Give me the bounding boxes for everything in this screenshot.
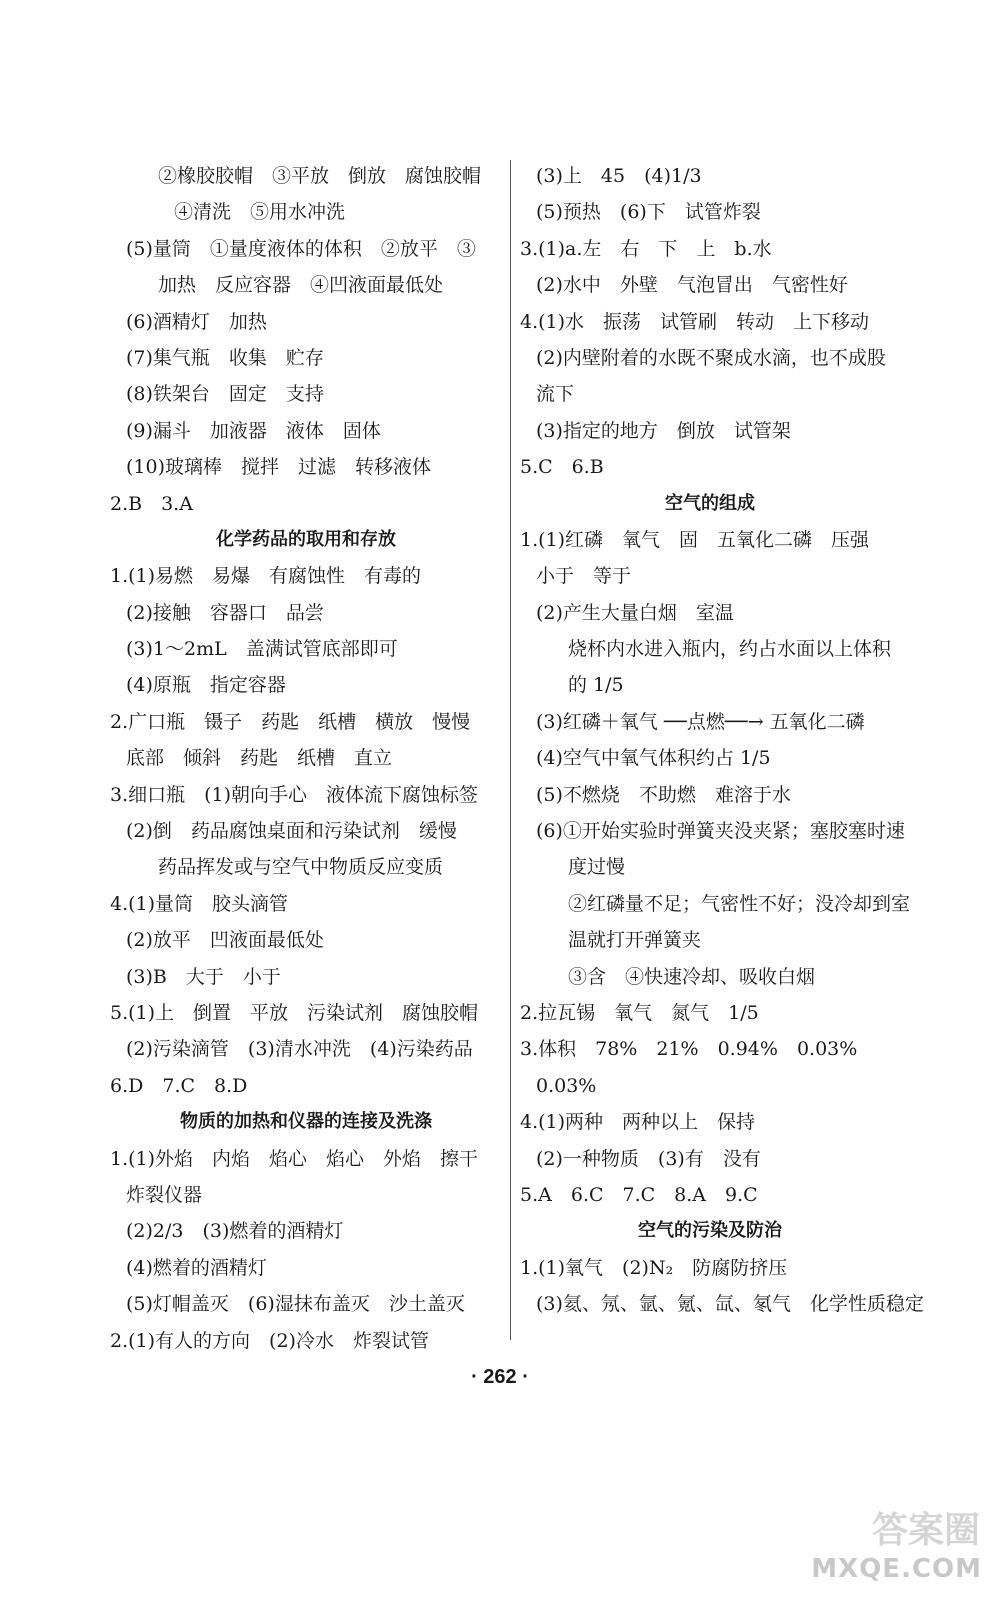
answer-line: 底部 倾斜 药匙 纸槽 直立 <box>126 747 393 770</box>
answer-line: (2)内壁附着的水既不聚成水滴，也不成股 <box>536 346 886 369</box>
answer-line: (2)接触 容器口 品尝 <box>126 601 324 624</box>
answer-line: 6.D 7.C 8.D <box>110 1074 248 1097</box>
answer-line: (3)上 45 (4)1/3 <box>536 165 702 187</box>
answer-line: (10)玻璃棒 搅拌 过滤 转移液体 <box>126 456 432 479</box>
answer-line: 5.A 6.C 7.C 8.A 9.C <box>520 1183 758 1206</box>
answer-line: ②橡胶胶帽 ③平放 倒放 腐蚀胶帽 <box>158 165 482 187</box>
answer-line: 5.C 6.B <box>520 456 604 479</box>
left-column <box>110 158 502 1359</box>
answer-line: 炸裂仪器 <box>126 1183 203 1206</box>
answer-line: 2.拉瓦锡 氧气 氮气 1/5 <box>520 1001 759 1024</box>
answer-line: (2)污染滴管 (3)清水冲洗 (4)污染药品 <box>126 1038 473 1061</box>
answer-line: ③含 ④快速冷却、吸收白烟 <box>568 965 816 988</box>
answer-line: ②红磷量不足；气密性不好；没冷却到室 <box>568 892 911 915</box>
answer-line: 度过慢 <box>568 856 626 879</box>
answer-line: 2.(1)有人的方向 (2)冷水 炸裂试管 <box>110 1329 429 1352</box>
answer-line: 4.(1)水 振荡 试管刷 转动 上下移动 <box>520 310 870 333</box>
answer-line: (5)灯帽盖灭 (6)湿抹布盖灭 沙土盖灭 <box>126 1293 465 1316</box>
answer-line: (6)酒精灯 加热 <box>126 310 267 333</box>
column-divider <box>510 160 511 1340</box>
answer-line: (3)红磷＋氧气 ──点燃──→ 五氧化二磷 <box>536 710 865 733</box>
answer-line: (8)铁架台 固定 支持 <box>126 383 324 406</box>
answer-line: 小于 等于 <box>536 565 632 588</box>
answer-line: (2)产生大量白烟 室温 <box>536 601 734 624</box>
answer-line: 4.(1)量筒 胶头滴管 <box>110 892 289 915</box>
answer-line: 3.细口瓶 (1)朝向手心 液体流下腐蚀标签 <box>110 783 479 806</box>
page-number: · 262 · <box>471 1366 529 1388</box>
answer-line: (4)空气中氧气体积约占 1/5 <box>536 747 771 770</box>
answer-line: (9)漏斗 加液器 液体 固体 <box>126 419 381 442</box>
answer-line: ④清洗 ⑤用水冲洗 <box>174 201 346 224</box>
answer-line: (2)2/3 (3)燃着的酒精灯 <box>126 1220 344 1243</box>
answer-line: (4)燃着的酒精灯 <box>126 1256 267 1279</box>
answer-line: 温就打开弹簧夹 <box>568 929 702 952</box>
answer-line: 加热 反应容器 ④凹液面最低处 <box>158 274 444 297</box>
answer-line: 1.(1)易燃 易爆 有腐蚀性 有毒的 <box>110 565 422 588</box>
answer-line: (3)氦、氖、氩、氪、氙、氡气 化学性质稳定 <box>536 1293 924 1316</box>
answer-line: (2)倒 药品腐蚀桌面和污染试剂 缓慢 <box>126 820 457 843</box>
answer-line: (3)1～2mL 盖满试管底部即可 <box>126 638 398 661</box>
section-heading: 空气的污染及防治 <box>638 1220 782 1242</box>
answer-line: 的 1/5 <box>568 674 624 697</box>
answer-line: (3)指定的地方 倒放 试管架 <box>536 419 791 442</box>
answer-line: 3.体积 78% 21% 0.94% 0.03% <box>520 1038 858 1061</box>
answer-line: (6)①开始实验时弹簧夹没夹紧；塞胶塞时速 <box>536 820 905 843</box>
answer-line: 3.(1)a.左 右 下 上 b.水 <box>520 237 772 260</box>
section-heading: 物质的加热和仪器的连接及洗涤 <box>180 1111 432 1133</box>
answer-line: 1.(1)外焰 内焰 焰心 焰心 外焰 擦干 <box>110 1147 479 1170</box>
watermark-text: MXQE.COM <box>811 1554 982 1584</box>
section-heading: 空气的组成 <box>665 492 755 514</box>
answer-line: (2)水中 外壁 气泡冒出 气密性好 <box>536 274 848 297</box>
answer-line: 2.广口瓶 镊子 药匙 纸槽 横放 慢慢 <box>110 710 471 733</box>
answer-line: 0.03% <box>536 1074 597 1097</box>
answer-line: 4.(1)两种 两种以上 保持 <box>520 1111 756 1134</box>
answer-line: (2)放平 凹液面最低处 <box>126 929 324 952</box>
watermark-mark: 答案圈 <box>871 1510 980 1551</box>
answer-line: 1.(1)红磷 氧气 固 五氧化二磷 压强 <box>520 528 870 551</box>
answer-line: (4)原瓶 指定容器 <box>126 674 286 697</box>
answer-line: (5)不燃烧 不助燃 难溶于水 <box>536 783 791 806</box>
answer-line: 1.(1)氧气 (2)N₂ 防腐防挤压 <box>520 1256 788 1279</box>
section-heading: 化学药品的取用和存放 <box>216 528 396 550</box>
answer-line: 药品挥发或与空气中物质反应变质 <box>158 856 444 879</box>
answer-line: 2.B 3.A <box>110 492 193 515</box>
answer-line: (5)量筒 ①量度液体的体积 ②放平 ③ <box>126 237 476 260</box>
right-column <box>520 158 924 1323</box>
answer-line: (5)预热 (6)下 试管炸裂 <box>536 201 761 224</box>
answer-line: (7)集气瓶 收集 贮存 <box>126 346 324 369</box>
answer-line: 烧杯内水进入瓶内，约占水面以上体积 <box>568 638 892 661</box>
watermark-logo <box>800 1500 990 1590</box>
answer-line: (3)B 大于 小于 <box>126 965 281 988</box>
answer-line: 5.(1)上 倒置 平放 污染试剂 腐蚀胶帽 <box>110 1001 479 1024</box>
answer-line: (2)一种物质 (3)有 没有 <box>536 1147 761 1170</box>
answer-line: 流下 <box>536 383 575 406</box>
